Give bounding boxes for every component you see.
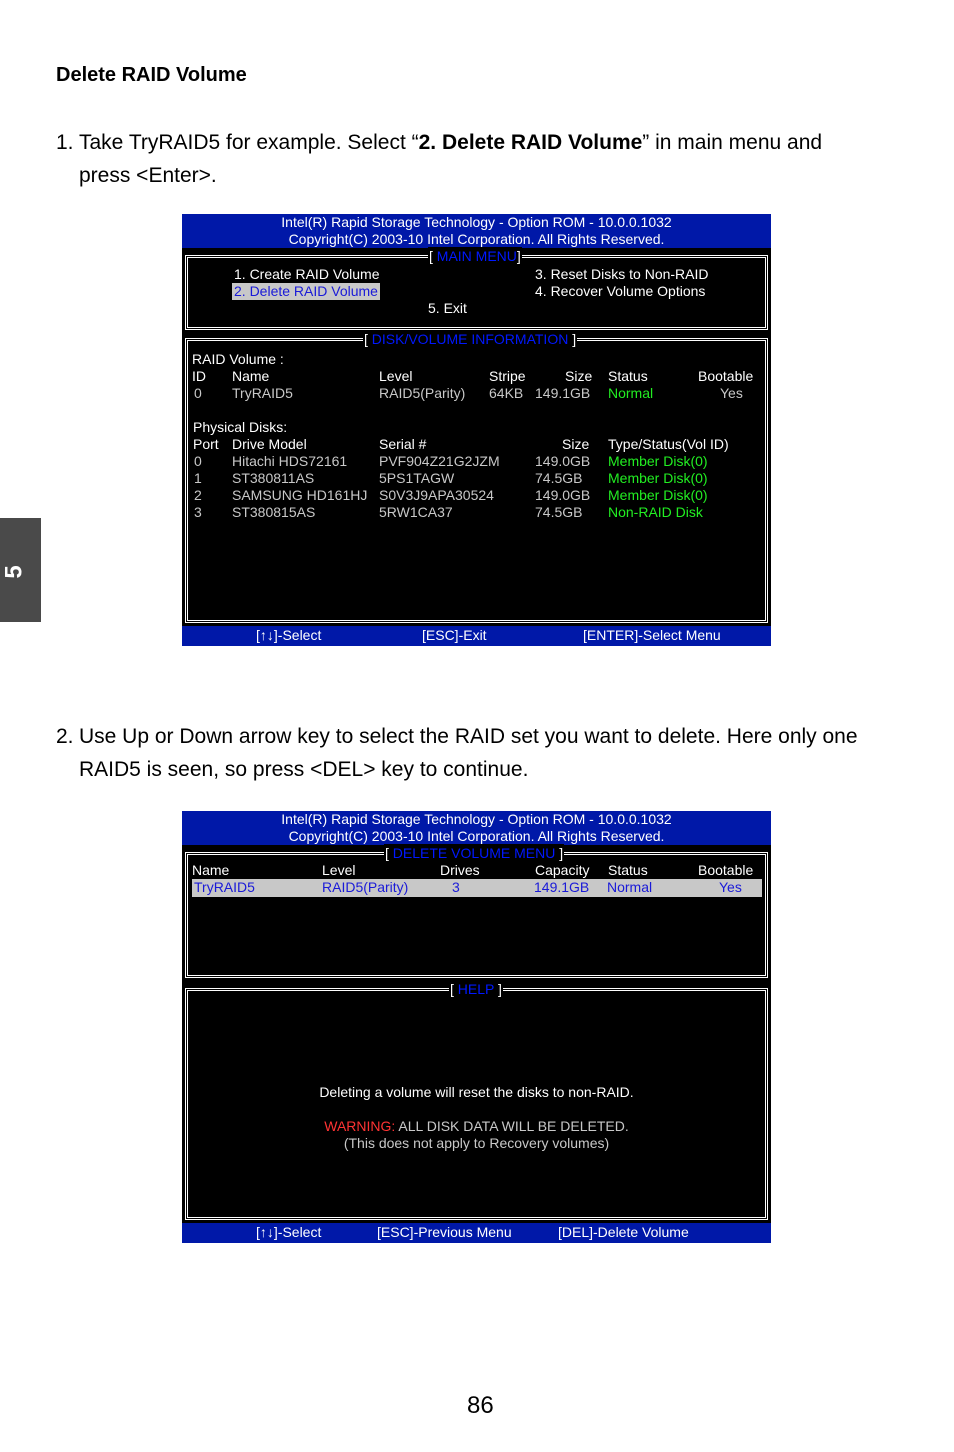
disk-0-serial: PVF904Z21G2JZM: [379, 453, 500, 469]
vol-name: TryRAID5: [232, 385, 293, 401]
help-title: HELP: [457, 981, 495, 997]
disk-2-size: 149.0GB: [535, 487, 591, 503]
volume-row-selected[interactable]: [192, 879, 762, 897]
disk-0-size: 149.0GB: [535, 453, 591, 469]
vol-size: 149.1GB: [535, 385, 591, 401]
disk-3-serial: 5RW1CA37: [379, 504, 453, 520]
physical-disks-label: Physical Disks:: [193, 419, 288, 435]
col-status: Status: [608, 862, 648, 878]
step-2-line-2: RAID5 is seen, so press <DEL> key to continue.: [79, 758, 529, 781]
vol-col-name: Name: [232, 368, 270, 384]
disk-3-type: Non-RAID Disk: [608, 504, 703, 520]
section-title: Delete RAID Volume: [56, 64, 247, 86]
disk-col-port: Port: [193, 436, 219, 452]
disk-1-port: 1: [194, 470, 202, 486]
bios-header: Intel(R) Rapid Storage Technology - Option ROM - 10.0.0.1032 Copyright(C) 2003-10 Intel Corporation. All Rights Reserved.: [182, 214, 771, 248]
step-2: [56, 720, 916, 786]
disk-2-serial: S0V3J9APA30524: [379, 487, 494, 503]
vol-id: 0: [194, 385, 202, 401]
step-1: [56, 126, 916, 192]
vol-col-status: Status: [608, 368, 648, 384]
disk-1-serial: 5PS1TAGW: [379, 470, 455, 486]
warning-text: ALL DISK DATA WILL BE DELETED.: [395, 1118, 629, 1134]
raid-volume-label: RAID Volume :: [192, 351, 284, 367]
disk-2-type: Member Disk(0): [608, 487, 708, 503]
step-1-text-c: ” in main menu and: [642, 131, 823, 154]
row-status: Normal: [607, 879, 653, 895]
disk-col-model: Drive Model: [232, 436, 307, 452]
disk-3-size: 74.5GB: [535, 504, 583, 520]
page-number: 86: [467, 1392, 494, 1419]
disk-volume-info-frame: [ DISK/VOLUME INFORMATION ] RAID Volume : ID Name Level Stripe Size Status Bootable 0 TryRAID5 RAID5(Parity) 64KB 149.1GB Normal Yes Physical Disks: Port Drive Model Serial # Size Type/Status(Vol ID) 0 Hitachi HDS72161 PVF904Z21G2JZM 149.0GB Member Disk(0) 1 ST380811AS 5PS1TAGW 74.5GB Member Disk(0) 2 SAMSUNG HD161HJ S0V3J9APA30524 149.0GB Member Disk(0) 3 ST380815AS 5RW1CA37 74.5GB Non-RAID Disk: [185, 338, 768, 623]
row-drives: 3: [452, 879, 460, 895]
disk-2-model: SAMSUNG HD161HJ: [232, 487, 368, 503]
footer-previous-hint: [ESC]-Previous Menu: [377, 1224, 512, 1240]
vol-col-id: ID: [192, 368, 206, 384]
main-menu-title: MAIN MENU: [436, 248, 517, 264]
bios-footer: [182, 1223, 771, 1243]
disk-0-model: Hitachi HDS72161: [232, 453, 348, 469]
chapter-tab: 5: [0, 518, 41, 622]
col-level: Level: [322, 862, 356, 878]
main-menu-frame: [ MAIN MENU] 1. Create RAID Volume 2. Delete RAID Volume 3. Reset Disks to Non-RAID 4. Recover Volume Options 5. Exit: [185, 255, 768, 330]
vol-status: Normal: [608, 385, 654, 401]
step-2-number: 2.: [56, 725, 74, 748]
disk-col-size: Size: [562, 436, 590, 452]
info-title: DISK/VOLUME INFORMATION: [371, 331, 569, 347]
step-2-line-1: Use Up or Down arrow key to select the RAID set you want to delete. Here only one: [79, 725, 858, 748]
disk-1-model: ST380811AS: [232, 470, 315, 486]
bios-screen-main-menu: [182, 214, 771, 646]
vol-col-level: Level: [379, 368, 413, 384]
menu-item-create[interactable]: 1. Create RAID Volume: [234, 266, 380, 282]
disk-3-model: ST380815AS: [232, 504, 316, 520]
delete-menu-title: DELETE VOLUME MENU: [392, 845, 556, 861]
menu-item-exit[interactable]: 5. Exit: [428, 300, 467, 316]
vol-level: RAID5(Parity): [379, 385, 466, 401]
footer-select-hint: [↑↓]-Select: [256, 1224, 322, 1240]
help-line-1: Deleting a volume will reset the disks to non-RAID.: [319, 1084, 634, 1100]
vol-col-bootable: Bootable: [698, 368, 754, 384]
row-name: TryRAID5: [194, 879, 255, 895]
disk-0-port: 0: [194, 453, 202, 469]
help-frame: [ HELP ] Deleting a volume will reset the disks to non-RAID. WARNING: ALL DISK DATA WILL BE DELETED. (This does not apply to Recovery volumes): [185, 988, 768, 1220]
footer-delete-hint: [DEL]-Delete Volume: [558, 1224, 689, 1240]
bios-footer: [182, 626, 771, 646]
disk-3-port: 3: [194, 504, 202, 520]
vol-col-size: Size: [565, 368, 593, 384]
vol-bootable: Yes: [720, 385, 743, 401]
step-1-text-d: press <Enter>.: [79, 164, 217, 187]
help-line-3: (This does not apply to Recovery volumes): [343, 1135, 610, 1151]
row-bootable: Yes: [719, 879, 742, 895]
col-drives: Drives: [440, 862, 480, 878]
disk-0-type: Member Disk(0): [608, 453, 708, 469]
col-capacity: Capacity: [535, 862, 590, 878]
disk-col-serial: Serial #: [379, 436, 427, 452]
delete-volume-frame: [ DELETE VOLUME MENU ] Name Level Drives Capacity Status Bootable TryRAID5 RAID5(Parity) 3 149.1GB Normal Yes: [185, 852, 768, 978]
disk-2-port: 2: [194, 487, 202, 503]
menu-item-recover[interactable]: 4. Recover Volume Options: [535, 283, 706, 299]
row-capacity: 149.1GB: [534, 879, 590, 895]
row-level: RAID5(Parity): [322, 879, 409, 895]
step-1-number: 1.: [56, 131, 74, 154]
menu-item-delete[interactable]: 2. Delete RAID Volume: [234, 283, 378, 299]
footer-enter-hint: [ENTER]-Select Menu: [583, 627, 721, 643]
menu-item-reset[interactable]: 3. Reset Disks to Non-RAID: [535, 266, 709, 282]
bios-header: Intel(R) Rapid Storage Technology - Option ROM - 10.0.0.1032 Copyright(C) 2003-10 Intel Corporation. All Rights Reserved.: [182, 811, 771, 845]
disk-1-size: 74.5GB: [535, 470, 583, 486]
disk-col-type: Type/Status(Vol ID): [608, 436, 729, 452]
vol-stripe: 64KB: [489, 385, 524, 401]
disk-1-type: Member Disk(0): [608, 470, 708, 486]
step-1-menu-ref: 2. Delete RAID Volume: [418, 131, 643, 154]
col-bootable: Bootable: [698, 862, 754, 878]
step-1-text-a: Take TryRAID5 for example. Select “: [79, 131, 419, 154]
vol-col-stripe: Stripe: [489, 368, 526, 384]
help-warning: [188, 1118, 765, 1135]
col-name: Name: [192, 862, 230, 878]
bios-screen-delete-volume: [182, 811, 771, 1243]
footer-select-hint: [↑↓]-Select: [256, 627, 322, 643]
footer-exit-hint: [ESC]-Exit: [422, 627, 487, 643]
warning-label: WARNING:: [324, 1118, 396, 1134]
